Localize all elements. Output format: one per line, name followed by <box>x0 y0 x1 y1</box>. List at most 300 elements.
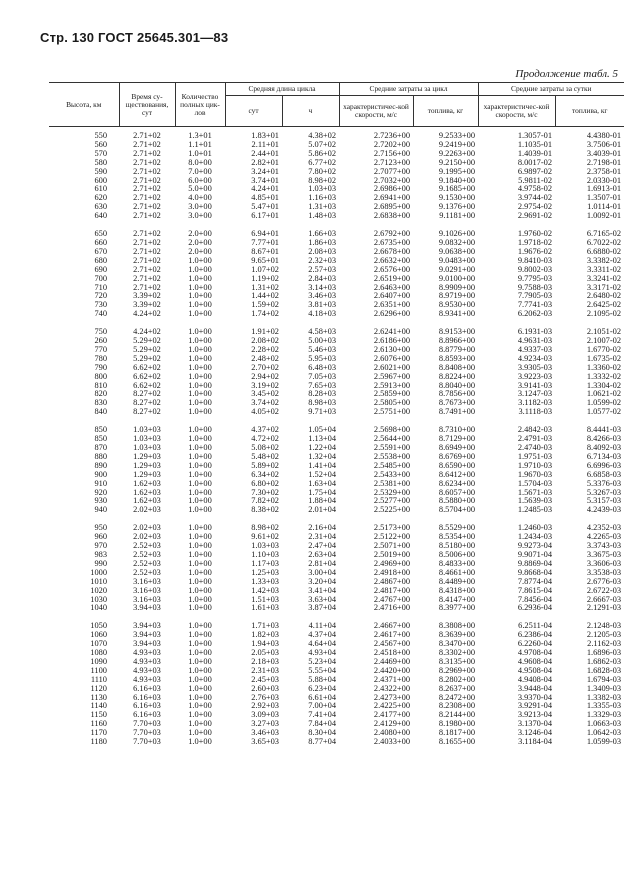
lifetime-cell: 2.52+03 <box>133 567 161 577</box>
lifetime-cell: 3.94+03 <box>133 630 161 640</box>
cycle-days-cell: 8.67+01 <box>251 246 279 256</box>
cycle-hours-cell: 7.41+04 <box>308 710 337 720</box>
day-char-speed-cell: 1.5704-03 <box>517 478 553 488</box>
day-char-speed-cell: 1.2434-03 <box>517 532 553 542</box>
day-fuel-cell: 2.1205-03 <box>586 630 622 640</box>
day-fuel-cell: 1.6828-03 <box>586 665 622 675</box>
altitude-cell: 900 <box>94 469 107 479</box>
day-fuel-cell: 4.2439-03 <box>586 505 622 515</box>
day-char-speed-cell: 1.9718-02 <box>517 237 553 247</box>
table-row <box>49 408 624 417</box>
cycle-hours-cell: 1.31+03 <box>308 202 337 212</box>
day-char-speed-cell: 6.2260-04 <box>517 639 553 649</box>
altitude-cell: 590 <box>94 166 107 176</box>
day-fuel-cell: 2.0330-01 <box>586 175 622 185</box>
cycle-char-speed-cell: 2.5967+00 <box>373 371 411 381</box>
altitude-cell: 870 <box>94 443 107 452</box>
lifetime-cell: 1.03+03 <box>133 434 161 444</box>
cycle-fuel-cell: 8.5354+00 <box>438 532 476 542</box>
lifetime-cell: 3.94+03 <box>133 603 161 613</box>
day-char-speed-cell: 9.9071-04 <box>517 549 553 559</box>
cycle-count-cell: 1.0+00 <box>188 273 212 283</box>
cycle-char-speed-cell: 2.7123+00 <box>373 157 411 167</box>
cycle-fuel-cell: 8.2969+00 <box>438 665 476 675</box>
lifetime-cell: 2.71+02 <box>133 175 161 185</box>
altitude-cell: 930 <box>94 496 107 506</box>
cycle-days-cell: 9.61+02 <box>251 532 279 542</box>
day-char-speed-cell: 6.2386-04 <box>517 630 553 640</box>
day-fuel-cell: 3.4039-01 <box>586 148 622 158</box>
cycle-hours-cell: 4.58+03 <box>308 327 337 337</box>
header-day-char-speed: характеристичес-кой скорости, м/с <box>478 96 555 127</box>
cycle-fuel-cell: 8.1817+00 <box>438 728 476 738</box>
cycle-hours-cell: 1.48+03 <box>308 211 337 221</box>
day-fuel-cell: 2.6425-02 <box>586 300 622 310</box>
altitude-cell: 1120 <box>90 683 107 693</box>
cycle-hours-cell: 4.64+04 <box>308 639 337 649</box>
cycle-fuel-cell: 8.8779+00 <box>438 344 476 354</box>
cycle-count-cell: 1.3+01 <box>188 131 212 140</box>
cycle-count-cell: 1.0+00 <box>188 692 212 702</box>
lifetime-cell: 2.71+02 <box>133 193 161 203</box>
cycle-hours-cell: 2.63+04 <box>308 549 337 559</box>
cycle-char-speed-cell: 2.4667+00 <box>373 621 411 631</box>
cycle-days-cell: 1.44+02 <box>251 291 279 301</box>
day-char-speed-cell: 8.0017-02 <box>517 157 553 167</box>
day-char-speed-cell: 2.4842-03 <box>517 425 553 435</box>
cycle-count-cell: 7.0+00 <box>188 166 212 176</box>
cycle-char-speed-cell: 2.4817+00 <box>373 585 411 595</box>
day-char-speed-cell: 3.9223-03 <box>517 371 553 381</box>
cycle-char-speed-cell: 2.5698+00 <box>373 425 411 435</box>
altitude-cell: 560 <box>94 139 107 149</box>
cycle-days-cell: 6.94+01 <box>251 229 279 239</box>
altitude-cell: 1020 <box>90 585 107 595</box>
cycle-days-cell: 2.45+03 <box>251 674 279 684</box>
day-char-speed-cell: 4.9708-04 <box>517 648 553 658</box>
table-row <box>49 319 624 337</box>
cycle-days-cell: 3.46+03 <box>251 728 279 738</box>
cycle-char-speed-cell: 2.5751+00 <box>373 407 411 417</box>
cycle-count-cell: 1.0+00 <box>188 656 212 666</box>
lifetime-cell: 7.70+03 <box>133 728 161 738</box>
cycle-days-cell: 4.05+02 <box>251 407 279 417</box>
cycle-hours-cell: 5.00+03 <box>308 336 337 346</box>
day-char-speed-cell: 9.8869-04 <box>517 558 553 568</box>
cycle-count-cell: 1.0+00 <box>188 327 212 337</box>
altitude-cell: 260 <box>94 336 107 346</box>
day-fuel-cell: 3.3675-03 <box>586 549 622 559</box>
cycle-char-speed-cell: 2.5805+00 <box>373 398 411 408</box>
cycle-char-speed-cell: 2.6941+00 <box>373 193 411 203</box>
cycle-count-cell: 1.0+00 <box>188 710 212 720</box>
cycle-hours-cell: 3.81+03 <box>308 300 337 310</box>
day-char-speed-cell: 6.1931-03 <box>517 327 553 337</box>
day-fuel-cell: 3.3241-02 <box>586 273 622 283</box>
cycle-count-cell: 1.0+00 <box>188 576 212 586</box>
cycle-days-cell: 1.83+01 <box>251 131 279 140</box>
cycle-days-cell: 2.08+02 <box>251 336 279 346</box>
lifetime-cell: 2.52+03 <box>133 541 161 551</box>
cycle-hours-cell: 3.87+04 <box>308 603 337 613</box>
altitude-cell: 1180 <box>90 737 107 747</box>
cycle-days-cell: 2.44+01 <box>251 148 279 158</box>
cycle-hours-cell: 8.30+04 <box>308 728 337 738</box>
cycle-days-cell: 1.82+03 <box>251 630 279 640</box>
cycle-days-cell: 1.19+02 <box>251 273 279 283</box>
altitude-cell: 640 <box>94 211 107 221</box>
day-char-speed-cell: 4.9337-03 <box>517 344 553 354</box>
cycle-days-cell: 1.61+03 <box>251 603 279 613</box>
cycle-hours-cell: 4.93+04 <box>308 648 337 658</box>
altitude-cell: 1040 <box>90 603 107 613</box>
cycle-days-cell: 3.19+02 <box>251 380 279 390</box>
cycle-fuel-cell: 9.0100+00 <box>438 273 476 283</box>
cycle-fuel-cell: 8.8224+00 <box>438 371 476 381</box>
altitude-cell: 550 <box>94 131 107 140</box>
cycle-days-cell: 7.82+02 <box>251 496 279 506</box>
cycle-fuel-cell: 8.3135+00 <box>438 656 476 666</box>
cycle-days-cell: 2.70+02 <box>251 362 279 372</box>
cycle-hours-cell: 5.55+04 <box>308 665 337 675</box>
cycle-char-speed-cell: 2.7236+00 <box>373 131 411 140</box>
cycle-hours-cell: 5.07+02 <box>308 139 337 149</box>
cycle-count-cell: 1.0+00 <box>188 264 212 274</box>
altitude-cell: 983 <box>94 549 107 559</box>
header-length-days: сут <box>225 96 282 127</box>
day-char-speed-cell: 3.9448-04 <box>517 683 553 693</box>
altitude-cell: 840 <box>94 407 107 417</box>
cycle-char-speed-cell: 2.5859+00 <box>373 389 411 399</box>
cycle-hours-cell: 6.61+04 <box>308 692 337 702</box>
lifetime-cell: 2.71+02 <box>133 139 161 149</box>
day-fuel-cell: 1.3382-03 <box>586 692 622 702</box>
cycle-count-cell: 1.0+00 <box>188 719 212 729</box>
cycle-hours-cell: 3.46+03 <box>308 291 337 301</box>
day-fuel-cell: 2.1162-03 <box>587 639 622 649</box>
cycle-char-speed-cell: 2.6986+00 <box>373 184 411 194</box>
day-fuel-cell: 2.7198-01 <box>586 157 622 167</box>
cycle-fuel-cell: 8.5006+00 <box>438 549 476 559</box>
table-row <box>49 310 624 319</box>
cycle-fuel-cell: 8.2802+00 <box>438 674 476 684</box>
altitude-cell: 660 <box>94 237 107 247</box>
lifetime-cell: 4.24+02 <box>133 327 161 337</box>
altitude-cell: 990 <box>94 558 107 568</box>
cycle-fuel-cell: 8.2472+00 <box>438 692 476 702</box>
day-char-speed-cell: 4.9408-04 <box>517 674 553 684</box>
lifetime-cell: 2.71+02 <box>133 282 161 292</box>
day-char-speed-cell: 4.9234-03 <box>517 353 553 363</box>
day-fuel-cell: 3.3311-02 <box>587 264 622 274</box>
day-fuel-cell: 2.1051-02 <box>586 327 622 337</box>
cycle-days-cell: 9.65+01 <box>251 255 279 265</box>
cycle-hours-cell: 2.81+04 <box>308 558 337 568</box>
altitude-cell: 940 <box>94 505 107 515</box>
cycle-char-speed-cell: 2.5122+00 <box>373 532 411 542</box>
header-cycle-char-speed: характеристичес-кой скорости, м/с <box>339 96 413 127</box>
cycle-char-speed-cell: 2.6407+00 <box>373 291 411 301</box>
cycle-char-speed-cell: 2.7156+00 <box>373 148 411 158</box>
day-fuel-cell: 1.0642-03 <box>586 728 622 738</box>
cycle-days-cell: 2.92+03 <box>251 701 279 711</box>
lifetime-cell: 4.93+03 <box>133 674 161 684</box>
cycle-count-cell: 1.0+00 <box>188 434 212 444</box>
lifetime-cell: 2.71+02 <box>133 255 161 265</box>
day-char-speed-cell: 4.9631-03 <box>517 336 553 346</box>
cycle-count-cell: 1.0+00 <box>188 567 212 577</box>
cycle-count-cell: 1.0+00 <box>188 639 212 649</box>
table-row <box>49 604 624 613</box>
cycle-hours-cell: 2.16+04 <box>308 523 337 533</box>
cycle-hours-cell: 3.20+04 <box>308 576 337 586</box>
day-char-speed-cell: 6.9897-02 <box>517 166 553 176</box>
lifetime-cell: 6.16+03 <box>133 683 161 693</box>
cycle-count-cell: 1.0+00 <box>188 594 212 604</box>
lifetime-cell: 2.71+02 <box>133 237 161 247</box>
cycle-hours-cell: 7.80+02 <box>308 166 337 176</box>
altitude-cell: 780 <box>94 353 107 363</box>
cycle-char-speed-cell: 2.4322+00 <box>373 683 411 693</box>
cycle-fuel-cell: 8.3639+00 <box>438 630 476 640</box>
lifetime-cell: 2.02+03 <box>133 532 161 542</box>
cycle-days-cell: 2.82+01 <box>251 157 279 167</box>
cycle-days-cell: 3.74+01 <box>251 175 279 185</box>
header-altitude: Высота, км <box>49 83 119 127</box>
cycle-hours-cell: 2.57+03 <box>308 264 337 274</box>
cycle-hours-cell: 2.84+03 <box>308 273 337 283</box>
lifetime-cell: 2.71+02 <box>133 184 161 194</box>
cycle-fuel-cell: 8.6590+00 <box>438 460 476 470</box>
cycle-hours-cell: 4.18+03 <box>308 309 337 319</box>
cycle-hours-cell: 7.05+03 <box>308 371 337 381</box>
cycle-count-cell: 1.0+00 <box>188 451 212 461</box>
cycle-char-speed-cell: 2.4867+00 <box>373 576 411 586</box>
cycle-fuel-cell: 8.4318+00 <box>438 585 476 595</box>
header-lifetime: Время су-ществования, сут <box>119 83 175 127</box>
day-char-speed-cell: 1.9751-03 <box>517 451 553 461</box>
cycle-fuel-cell: 9.2533+00 <box>438 131 476 140</box>
lifetime-cell: 3.16+03 <box>133 576 161 586</box>
lifetime-cell: 3.94+03 <box>133 639 161 649</box>
cycle-count-cell: 1.0+00 <box>188 255 212 265</box>
table-row <box>49 738 624 747</box>
altitude-cell: 1070 <box>90 639 107 649</box>
lifetime-cell: 6.16+03 <box>133 710 161 720</box>
day-fuel-cell: 3.3606-03 <box>586 558 622 568</box>
lifetime-cell: 3.16+03 <box>133 585 161 595</box>
altitude-cell: 600 <box>94 175 107 185</box>
day-fuel-cell: 2.1007-02 <box>586 336 622 346</box>
cycle-count-cell: 1.0+00 <box>188 585 212 595</box>
cycle-hours-cell: 1.86+03 <box>308 237 337 247</box>
lifetime-cell: 1.62+03 <box>133 487 161 497</box>
day-char-speed-cell: 2.4791-03 <box>517 434 553 444</box>
lifetime-cell: 2.71+02 <box>133 211 161 221</box>
cycle-count-cell: 1.0+00 <box>188 487 212 497</box>
cycle-days-cell: 2.28+02 <box>251 344 279 354</box>
day-fuel-cell: 3.7506-01 <box>586 139 622 149</box>
altitude-cell: 1090 <box>90 656 107 666</box>
altitude-cell: 690 <box>94 264 107 274</box>
day-fuel-cell: 2.1291-03 <box>586 603 622 613</box>
header-cycle-length-group: Средняя длина цикла <box>225 83 339 96</box>
day-char-speed-cell: 9.7795-03 <box>517 273 553 283</box>
cycle-days-cell: 1.59+02 <box>251 300 279 310</box>
day-char-speed-cell: 1.9670-03 <box>517 469 553 479</box>
cycle-char-speed-cell: 2.6895+00 <box>373 202 411 212</box>
cycle-days-cell: 2.48+02 <box>251 353 279 363</box>
cycle-fuel-cell: 8.9530+00 <box>438 300 476 310</box>
cycle-fuel-cell: 8.8966+00 <box>438 336 476 346</box>
cycle-fuel-cell: 8.4489+00 <box>438 576 476 586</box>
cycle-hours-cell: 4.11+04 <box>308 621 337 631</box>
cycle-count-cell: 1.0+00 <box>188 389 212 399</box>
cycle-days-cell: 5.89+02 <box>251 460 279 470</box>
cycle-count-cell: 3.0+00 <box>188 211 212 221</box>
day-fuel-cell: 2.6776-03 <box>586 576 622 586</box>
cycle-char-speed-cell: 2.4716+00 <box>373 603 411 613</box>
day-fuel-cell: 4.2265-03 <box>586 532 622 542</box>
day-fuel-cell: 6.7134-03 <box>586 451 622 461</box>
table-row <box>49 613 624 631</box>
lifetime-cell: 2.52+03 <box>133 549 161 559</box>
day-fuel-cell: 1.3360-02 <box>586 362 622 372</box>
cycle-hours-cell: 1.66+03 <box>308 229 337 239</box>
altitude-cell: 1140 <box>90 701 107 711</box>
lifetime-cell: 3.16+03 <box>133 594 161 604</box>
cycle-days-cell: 1.94+03 <box>251 639 279 649</box>
cycle-char-speed-cell: 2.5913+00 <box>373 380 411 390</box>
cycle-days-cell: 7.77+01 <box>251 237 279 247</box>
cycle-hours-cell: 5.88+04 <box>308 674 337 684</box>
day-char-speed-cell: 3.1118-03 <box>518 407 553 417</box>
lifetime-cell: 8.27+02 <box>133 389 161 399</box>
cycle-hours-cell: 1.22+04 <box>308 443 337 452</box>
lifetime-cell: 2.71+02 <box>133 264 161 274</box>
day-fuel-cell: 3.3538-03 <box>586 567 622 577</box>
day-fuel-cell: 2.6480-02 <box>586 291 622 301</box>
day-fuel-cell: 1.0663-03 <box>586 719 622 729</box>
cycle-char-speed-cell: 2.6632+00 <box>373 255 411 265</box>
day-char-speed-cell: 6.2511-04 <box>518 621 553 631</box>
cycle-days-cell: 1.07+02 <box>251 264 279 274</box>
lifetime-cell: 6.62+02 <box>133 380 161 390</box>
altitude-cell: 1030 <box>90 594 107 604</box>
day-fuel-cell: 8.4266-03 <box>586 434 622 444</box>
cycle-days-cell: 1.51+03 <box>251 594 279 604</box>
day-fuel-cell: 6.6880-02 <box>586 246 622 256</box>
cycle-fuel-cell: 9.0291+00 <box>438 264 476 274</box>
day-char-speed-cell: 3.1370-04 <box>517 719 553 729</box>
altitude-cell: 830 <box>94 398 107 408</box>
day-fuel-cell: 3.3382-02 <box>586 255 622 265</box>
altitude-cell: 790 <box>94 362 107 372</box>
altitude-cell: 850 <box>94 434 107 444</box>
lifetime-cell: 4.93+03 <box>133 665 161 675</box>
cycle-count-cell: 1.0+00 <box>188 460 212 470</box>
cycle-count-cell: 1.0+00 <box>188 549 212 559</box>
altitude-cell: 960 <box>94 532 107 542</box>
altitude-cell: 720 <box>94 291 107 301</box>
cycle-days-cell: 6.17+01 <box>251 211 279 221</box>
altitude-cell: 670 <box>94 246 107 256</box>
cycle-fuel-cell: 8.4833+00 <box>438 558 476 568</box>
lifetime-cell: 2.71+02 <box>133 246 161 256</box>
cycle-hours-cell: 7.84+04 <box>308 719 337 729</box>
cycle-char-speed-cell: 2.4033+00 <box>373 737 411 747</box>
lifetime-cell: 1.62+03 <box>133 478 161 488</box>
lifetime-cell: 6.16+03 <box>133 692 161 702</box>
cycle-days-cell: 5.08+02 <box>251 443 279 452</box>
cycle-count-cell: 1.0+00 <box>188 407 212 417</box>
altitude-cell: 880 <box>94 451 107 461</box>
cycle-count-cell: 5.0+00 <box>188 184 212 194</box>
cycle-hours-cell: 9.71+03 <box>308 407 337 417</box>
cycle-count-cell: 1.0+00 <box>188 621 212 631</box>
day-char-speed-cell: 1.9710-03 <box>517 460 553 470</box>
cycle-hours-cell: 3.41+04 <box>308 585 337 595</box>
cycle-char-speed-cell: 2.6576+00 <box>373 264 411 274</box>
cycle-count-cell: 1.0+00 <box>188 701 212 711</box>
table-header <box>49 83 624 127</box>
altitude-cell: 580 <box>94 157 107 167</box>
cycle-char-speed-cell: 2.5019+00 <box>373 549 411 559</box>
day-char-speed-cell: 3.1247-03 <box>517 389 553 399</box>
cycle-count-cell: 1.0+00 <box>188 505 212 515</box>
altitude-cell: 1160 <box>90 719 107 729</box>
cycle-fuel-cell: 9.0638+00 <box>438 246 476 256</box>
day-fuel-cell: 1.0114-01 <box>587 202 622 212</box>
cycle-count-cell: 1.0+00 <box>188 541 212 551</box>
cycle-fuel-cell: 9.1026+00 <box>438 229 476 239</box>
day-char-speed-cell: 3.9744-02 <box>517 193 553 203</box>
lifetime-cell: 2.71+02 <box>133 148 161 158</box>
table-row <box>49 515 624 533</box>
cycle-fuel-cell: 9.2419+00 <box>438 139 476 149</box>
cycle-hours-cell: 3.14+03 <box>308 282 337 292</box>
cycle-fuel-cell: 8.2637+00 <box>438 683 476 693</box>
cycle-char-speed-cell: 2.5381+00 <box>373 478 411 488</box>
cycle-days-cell: 2.94+02 <box>251 371 279 381</box>
cycle-days-cell: 5.48+02 <box>251 451 279 461</box>
cycle-fuel-cell: 8.5529+00 <box>438 523 476 533</box>
cycle-fuel-cell: 9.1530+00 <box>438 193 476 203</box>
cycle-char-speed-cell: 2.6351+00 <box>373 300 411 310</box>
day-fuel-cell: 3.3171-02 <box>586 282 622 292</box>
cycle-hours-cell: 1.41+04 <box>308 460 337 470</box>
cycle-hours-cell: 1.03+03 <box>308 184 337 194</box>
cycle-char-speed-cell: 2.4371+00 <box>373 674 411 684</box>
lifetime-cell: 4.24+02 <box>133 309 161 319</box>
cycle-days-cell: 6.34+02 <box>251 469 279 479</box>
cycle-hours-cell: 5.95+03 <box>308 353 337 363</box>
lifetime-cell: 7.70+03 <box>133 737 161 747</box>
lifetime-cell: 1.29+03 <box>133 460 161 470</box>
altitude-cell: 820 <box>94 389 107 399</box>
cycle-days-cell: 3.09+03 <box>251 710 279 720</box>
cycle-fuel-cell: 8.2308+00 <box>438 701 476 711</box>
cycle-fuel-cell: 8.9719+00 <box>438 291 476 301</box>
cycle-char-speed-cell: 2.4767+00 <box>373 594 411 604</box>
altitude-cell: 910 <box>94 478 107 488</box>
day-fuel-cell: 6.7022-02 <box>586 237 622 247</box>
cycle-hours-cell: 8.98+03 <box>308 398 337 408</box>
altitude-cell: 810 <box>94 380 107 390</box>
day-fuel-cell: 2.1095-02 <box>586 309 622 319</box>
day-fuel-cell: 1.6770-02 <box>586 344 622 354</box>
cycle-hours-cell: 1.52+04 <box>308 469 337 479</box>
